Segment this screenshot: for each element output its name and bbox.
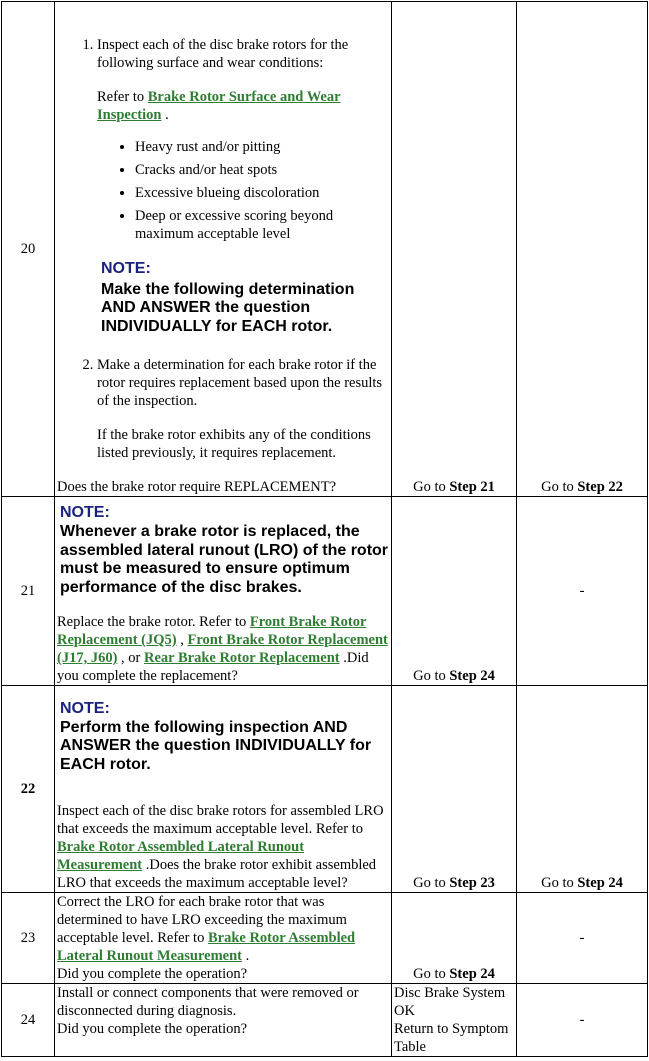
result-line: Disc Brake System OK bbox=[394, 985, 506, 1019]
note-title: NOTE: bbox=[60, 699, 110, 717]
action-paragraph: If the brake rotor exhibits any of the conditions listed previously, it requires replacement. bbox=[97, 427, 371, 461]
step-number: 21 bbox=[2, 497, 55, 686]
step-question: Does the brake rotor require REPLACEMENT? bbox=[57, 479, 337, 495]
action-item-2: 2. Make a determination for each brake rotor if the rotor requires replacement based upon the results of the inspection. If the brake rotor exhibits any of the conditions listed previously, it requires replacement. bbox=[97, 356, 389, 462]
diagnostic-steps-table bbox=[1, 1, 648, 1057]
yes-result: Go to Step 23 bbox=[392, 686, 517, 893]
step-row-23 bbox=[2, 893, 648, 984]
no-result: - bbox=[517, 893, 648, 984]
action-list bbox=[57, 356, 389, 462]
note-block bbox=[101, 259, 389, 337]
note-text: Whenever a brake rotor is replaced, the assembled lateral runout (LRO) of the rotor must be measured to ensure optimum performance of the disc brakes. bbox=[60, 523, 389, 596]
link-front-brake-rotor-replacement-j17-j60[interactable]: Front Brake Rotor Replacement (J17, J60) bbox=[57, 632, 388, 666]
goto-step-21-link[interactable]: Step 21 bbox=[449, 479, 495, 495]
goto-step-23-link[interactable]: Step 23 bbox=[449, 875, 495, 891]
step-number: 24 bbox=[2, 984, 55, 1057]
goto-step-24-link[interactable]: Step 24 bbox=[449, 966, 495, 982]
step-row-20 bbox=[2, 2, 648, 497]
condition-item: • Heavy rust and/or pitting bbox=[135, 138, 389, 156]
step-action bbox=[55, 2, 392, 497]
step-number: 20 bbox=[2, 2, 55, 497]
note-block bbox=[60, 503, 389, 597]
condition-item: • Deep or excessive scoring beyond maximum acceptable level bbox=[135, 207, 389, 243]
step-instruction: Correct the LRO for each brake rotor that was determined to have LRO exceeding the maximum acceptable level. Refer to Brake Rotor Assembled Lateral Runout Measurement . bbox=[57, 894, 356, 964]
no-result: Go to Step 24 bbox=[517, 686, 648, 893]
step-action bbox=[55, 893, 392, 984]
result-line: Return to Symptom Table bbox=[394, 1021, 509, 1055]
action-list bbox=[57, 36, 389, 243]
no-result: - bbox=[517, 497, 648, 686]
goto-step-24-link[interactable]: Step 24 bbox=[449, 668, 495, 684]
condition-item: • Cracks and/or heat spots bbox=[135, 161, 389, 179]
refer-line: Refer to Brake Rotor Surface and Wear Inspection . bbox=[97, 88, 341, 123]
note-title: NOTE: bbox=[60, 504, 110, 521]
step-instruction: Install or connect components that were removed or disconnected during diagnosis. bbox=[57, 985, 359, 1019]
no-result: - bbox=[517, 984, 648, 1057]
goto-step-22-link[interactable]: Step 22 bbox=[577, 479, 623, 495]
step-row-21 bbox=[2, 497, 648, 686]
note-text: Make the following determination AND ANSWER the question INDIVIDUALLY for EACH rotor. bbox=[101, 280, 355, 335]
step-row-22 bbox=[2, 686, 648, 893]
step-number: 23 bbox=[2, 893, 55, 984]
note-block bbox=[60, 699, 389, 775]
link-brake-rotor-surface-wear-inspection[interactable]: Brake Rotor Surface and Wear Inspection bbox=[97, 88, 341, 123]
step-question: Did you complete the operation? bbox=[57, 1021, 248, 1037]
link-brake-rotor-assembled-lro-measurement[interactable]: Brake Rotor Assembled Lateral Runout Measurement bbox=[57, 839, 305, 873]
no-result: Go to Step 22 bbox=[517, 2, 648, 497]
step-action bbox=[55, 686, 392, 893]
link-front-brake-rotor-replacement-jq5[interactable]: Front Brake Rotor Replacement (JQ5) bbox=[57, 614, 367, 648]
yes-result: Go to Step 21 bbox=[392, 2, 517, 497]
step-number: 22 bbox=[2, 686, 55, 893]
condition-list bbox=[97, 138, 389, 243]
step-question: Did you complete the operation? bbox=[57, 966, 248, 982]
step-instruction: Replace the brake rotor. Refer to Front Brake Rotor Replacement (JQ5) , Front Brake Rotor Replacement (J17, J60) , or Rear Brake Rotor Replacement .Did you complete the replacement? bbox=[57, 614, 388, 684]
yes-result: Go to Step 24 bbox=[392, 497, 517, 686]
step-row-24 bbox=[2, 984, 648, 1057]
yes-result bbox=[392, 984, 517, 1057]
note-title: NOTE: bbox=[101, 259, 151, 277]
link-rear-brake-rotor-replacement[interactable]: Rear Brake Rotor Replacement bbox=[144, 650, 340, 666]
goto-step-24-link[interactable]: Step 24 bbox=[577, 875, 623, 891]
step-instruction: Inspect each of the disc brake rotors for assembled LRO that exceeds the maximum acceptable level. Refer to Brake Rotor Assembled Lateral Runout Measurement .Does the brake rotor exhibit assembled LRO that exceeds the maximum acceptable level? bbox=[57, 803, 384, 891]
step-action bbox=[55, 984, 392, 1057]
action-item-1: 1. Inspect each of the disc brake rotors for the following surface and wear conditions: Refer to Brake Rotor Surface and Wear Inspection . • Heavy rust and/or pitting • Cracks and/or heat spots • Excessive blueing discoloration • Deep or excessive scoring beyond maximum acceptable level bbox=[97, 36, 389, 243]
step-action bbox=[55, 497, 392, 686]
yes-result: Go to Step 24 bbox=[392, 893, 517, 984]
note-text: Perform the following inspection AND ANSWER the question INDIVIDUALLY for EACH rotor. bbox=[60, 718, 372, 773]
link-brake-rotor-assembled-lro-measurement[interactable]: Brake Rotor Assembled Lateral Runout Measurement bbox=[57, 930, 356, 964]
condition-item: • Excessive blueing discoloration bbox=[135, 184, 389, 202]
